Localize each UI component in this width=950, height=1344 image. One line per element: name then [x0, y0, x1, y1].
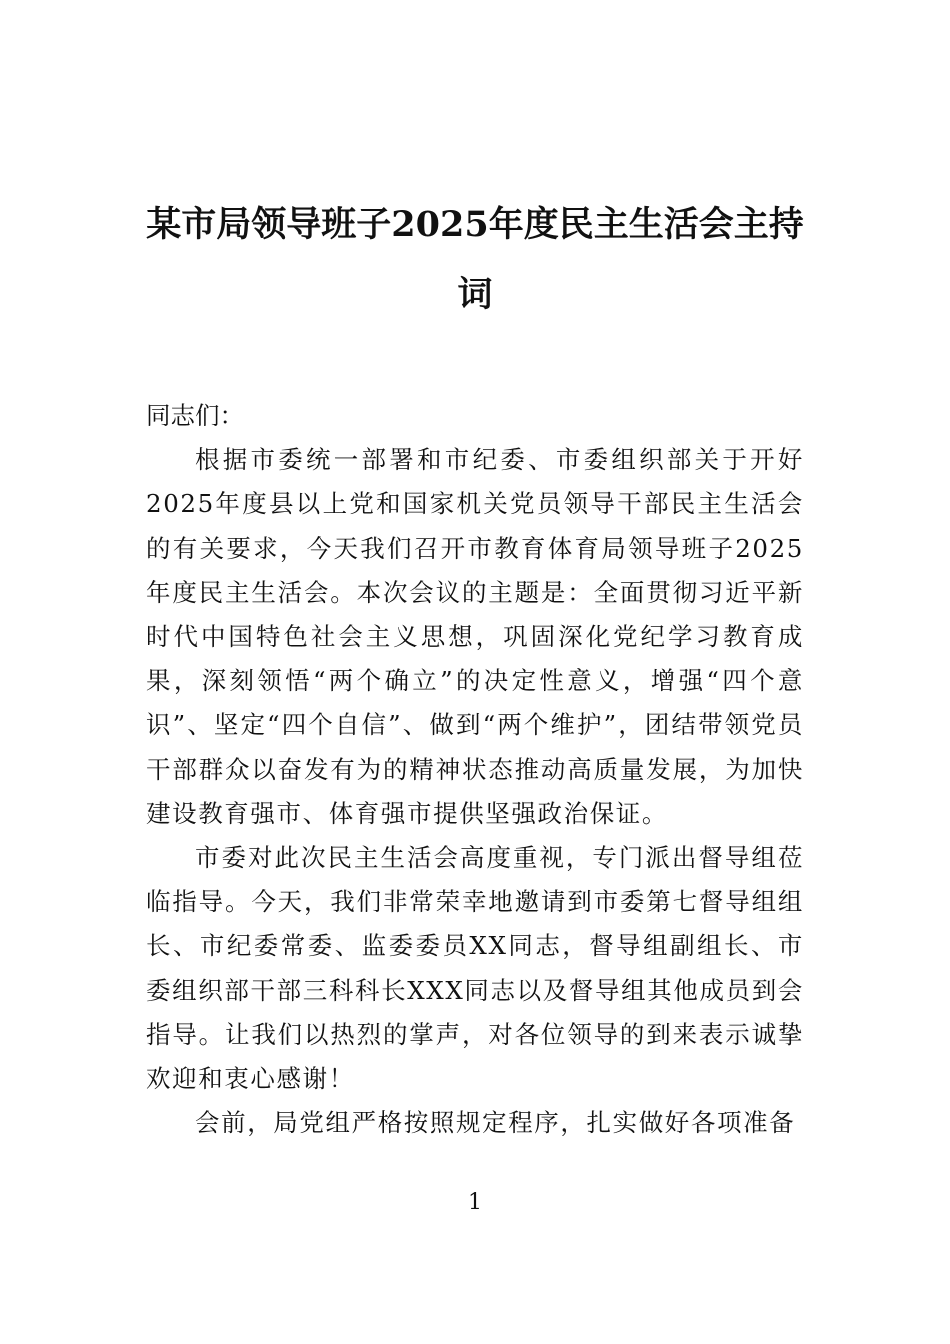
- body-paragraph: 会前，局党组严格按照规定程序，扎实做好各项准备: [195, 1108, 796, 1138]
- document-body: [146, 394, 804, 1145]
- page-number: 1: [468, 1190, 482, 1215]
- document-title: 某市局领导班子2025年度民主生活会主持词: [146, 204, 804, 315]
- body-paragraph: 根据市委统一部署和市纪委、市委组织部关于开好2025年度县以上党和国家机关党员领导干部民主生活会的有关要求，今天我们召开市教育体育局领导班子2025年度民主生活会。本次会议的主题是：全面贯彻习近平新时代中国特色社会主义思想，巩固深化党纪学习教育成果，深刻领悟“两个确立”的决定性意义，增强“四个意识”、坚定“四个自信”、做到“两个维护”，团结带领党员干部群众以奋发有为的精神状态推动高质量发展，为加快建设教育强市、体育强市提供坚强政治保证。: [146, 445, 804, 828]
- body-paragraph: 市委对此次民主生活会高度重视，专门派出督导组莅临指导。今天，我们非常荣幸地邀请到市委第七督导组组长、市纪委常委、监委委员XX同志，督导组副组长、市委组织部干部三科科长XXX同志以及督导组其他成员到会指导。让我们以热烈的掌声，对各位领导的到来表示诚挚欢迎和衷心感谢！: [146, 843, 804, 1094]
- salutation: 同志们：: [146, 401, 244, 430]
